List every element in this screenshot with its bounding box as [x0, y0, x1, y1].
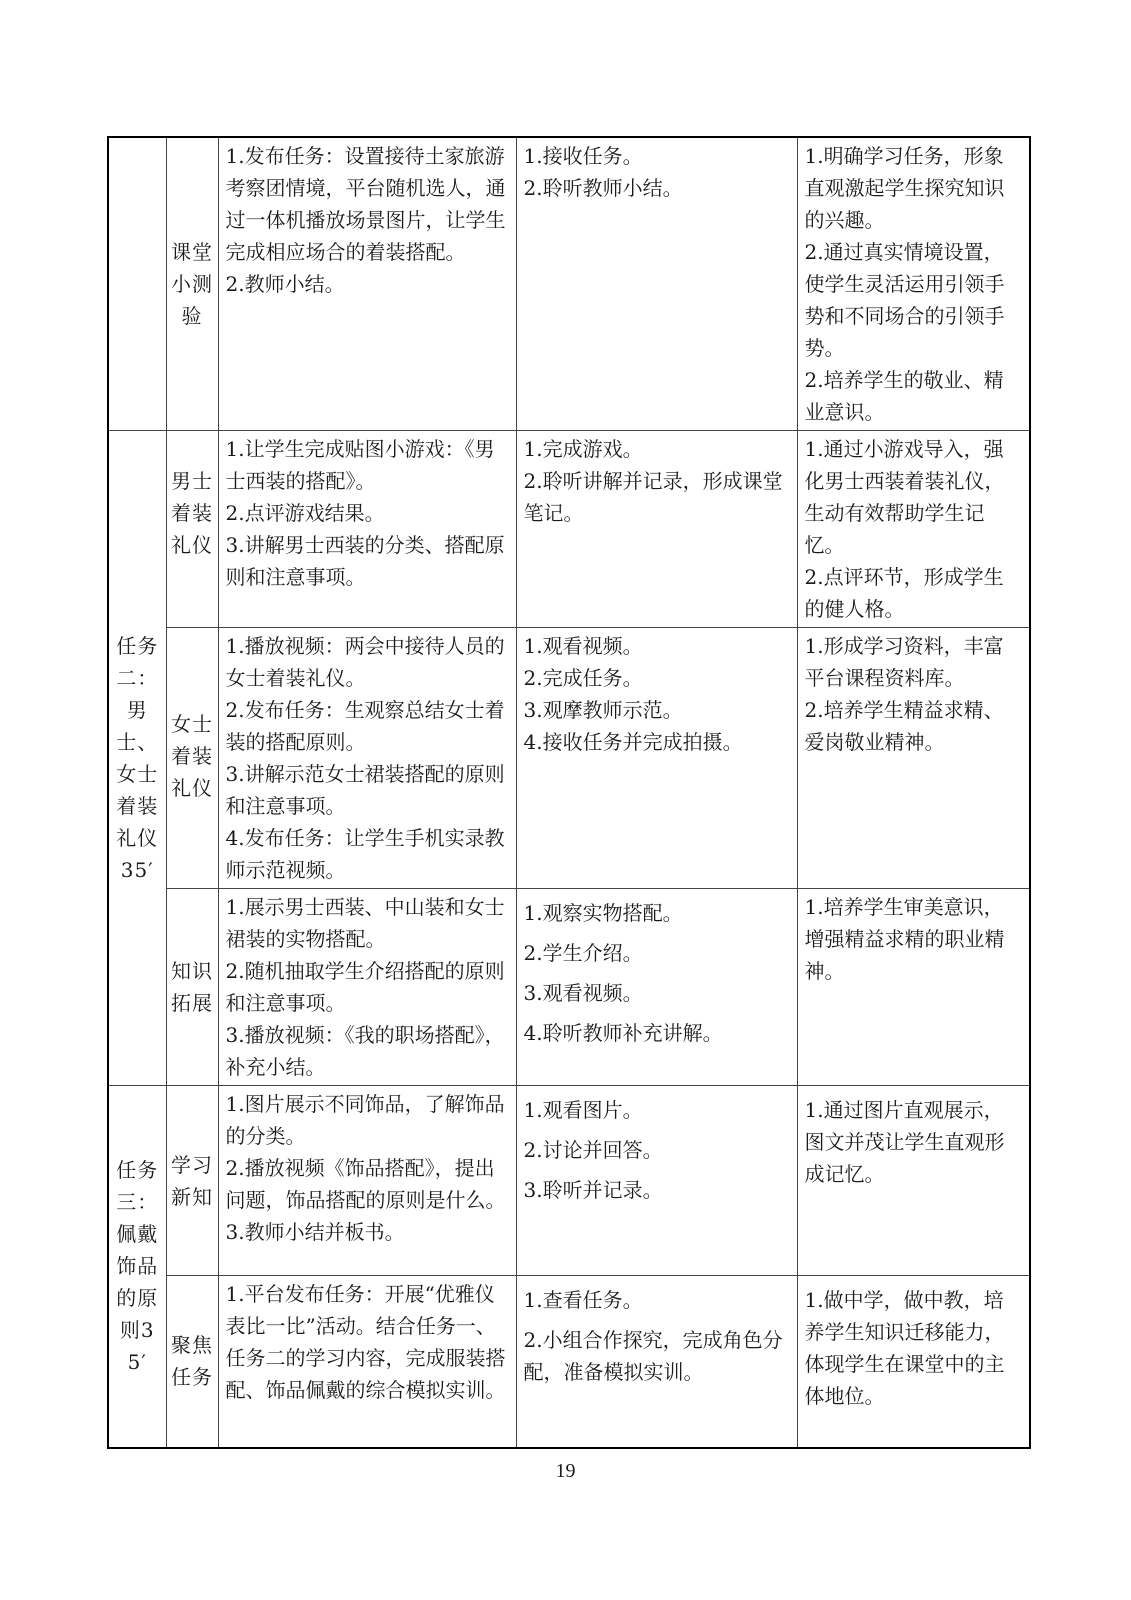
teacher-activity-cell: [218, 431, 516, 628]
student-activity-cell: [516, 1086, 797, 1276]
stage-cell: [166, 137, 218, 431]
stage-label: 学习新知: [171, 1152, 213, 1209]
student-activity-item: 1.查看任务。: [523, 1288, 643, 1312]
teacher-activity-item: 1.平台发布任务：开展“优雅仪表比一比”活动。结合任务一、任务二的学习内容，完成服装搭配、饰品佩戴的综合模拟实训。: [225, 1282, 506, 1402]
stage-label: 聚焦任务: [171, 1333, 213, 1390]
student-activity-item: 1.观看视频。: [523, 634, 643, 658]
table-row: [108, 137, 1030, 431]
design-intent-item: 1.形成学习资料，丰富平台课程资料库。: [804, 634, 1004, 690]
task-label: 任务三：佩戴饰品的原则35′: [116, 1158, 159, 1375]
table-row: [108, 889, 1030, 1086]
stage-label: 知识拓展: [171, 959, 213, 1015]
stage-cell: [166, 1276, 218, 1448]
teacher-activity-item: 1.让学生完成贴图小游戏：《男士西装的搭配》。: [225, 437, 495, 493]
student-activity-item: 4.接收任务并完成拍摄。: [523, 730, 743, 754]
teacher-activity-item: 2.点评游戏结果。: [225, 501, 385, 525]
design-intent-cell: [797, 889, 1030, 1086]
teacher-activity-item: 1.展示男士西装、中山装和女士裙装的实物搭配。: [225, 895, 505, 951]
student-activity-item: 2.小组合作探究，完成角色分配，准备模拟实训。: [523, 1328, 783, 1384]
student-activity-item: 4.聆听教师补充讲解。: [523, 1021, 723, 1045]
design-intent-item: 1.通过图片直观展示，图文并茂让学生直观形成记忆。: [804, 1098, 1005, 1186]
stage-label: 女士着装礼仪: [171, 712, 213, 800]
design-intent-item: 1.做中学，做中教，培养学生知识迁移能力，体现学生在课堂中的主体地位。: [804, 1288, 1005, 1408]
stage-cell: [166, 1086, 218, 1276]
student-activity-item: 3.观摩教师示范。: [523, 698, 683, 722]
student-activity-item: 2.学生介绍。: [523, 941, 643, 965]
design-intent-cell: [797, 137, 1030, 431]
design-intent-item: 2.通过真实情境设置，使学生灵活运用引领手势和不同场合的引领手势。: [804, 240, 1005, 360]
stage-label: 男士着装礼仪: [171, 469, 213, 557]
teacher-activity-cell: [218, 1086, 516, 1276]
student-activity-item: 2.讨论并回答。: [523, 1138, 663, 1162]
stage-cell: [166, 889, 218, 1086]
teacher-activity-cell: [218, 137, 516, 431]
teacher-activity-item: 2.发布任务：生观察总结女士着装的搭配原则。: [225, 698, 505, 754]
student-activity-item: 2.聆听教师小结。: [523, 176, 683, 200]
teacher-activity-cell: [218, 889, 516, 1086]
table-row: [108, 1086, 1030, 1276]
teacher-activity-item: 1.播放视频：两会中接待人员的女士着装礼仪。: [225, 634, 505, 690]
table-row: [108, 628, 1030, 889]
design-intent-item: 1.通过小游戏导入，强化男士西装着装礼仪，生动有效帮助学生记忆。: [804, 437, 1005, 557]
student-activity-item: 1.接收任务。: [523, 144, 643, 168]
teacher-activity-item: 3.讲解男士西装的分类、搭配原则和注意事项。: [225, 533, 505, 589]
student-activity-item: 2.完成任务。: [523, 666, 643, 690]
student-activity-item: 3.观看视频。: [523, 981, 643, 1005]
student-activity-item: 1.观察实物搭配。: [523, 901, 683, 925]
teacher-activity-item: 2.教师小结。: [225, 272, 345, 296]
table-row: [108, 431, 1030, 628]
student-activity-cell: [516, 889, 797, 1086]
teacher-activity-item: 1.图片展示不同饰品，了解饰品的分类。: [225, 1092, 505, 1148]
design-intent-item: 1.培养学生审美意识，增强精益求精的职业精神。: [804, 895, 1005, 983]
student-activity-cell: [516, 431, 797, 628]
stage-label: 课堂小测验: [171, 240, 213, 328]
design-intent-item: 2.点评环节，形成学生的健人格。: [804, 565, 1004, 621]
teacher-activity-cell: [218, 1276, 516, 1448]
student-activity-cell: [516, 1276, 797, 1448]
stage-cell: [166, 628, 218, 889]
student-activity-item: 2.聆听讲解并记录，形成课堂笔记。: [523, 469, 783, 525]
task-cell: [108, 137, 166, 431]
student-activity-cell: [516, 628, 797, 889]
task-label: 任务二：男士、女士着装礼仪35′: [116, 634, 159, 882]
teacher-activity-item: 3.播放视频：《我的职场搭配》，补充小结。: [225, 1023, 505, 1079]
task-cell: [108, 1086, 166, 1448]
teacher-activity-item: 2.播放视频《饰品搭配》，提出问题，饰品搭配的原则是什么。: [225, 1156, 506, 1212]
table-row: [108, 1276, 1030, 1448]
design-intent-cell: [797, 628, 1030, 889]
student-activity-item: 3.聆听并记录。: [523, 1178, 663, 1202]
design-intent-cell: [797, 431, 1030, 628]
design-intent-item: 1.明确学习任务，形象直观激起学生探究知识的兴趣。: [804, 144, 1005, 232]
teacher-activity-cell: [218, 628, 516, 889]
design-intent-item: 2.培养学生精益求精、爱岗敬业精神。: [804, 698, 1004, 754]
student-activity-item: 1.观看图片。: [523, 1098, 643, 1122]
student-activity-item: 1.完成游戏。: [523, 437, 643, 461]
teacher-activity-item: 1.发布任务：设置接待土家旅游考察团情境，平台随机选人，通过一体机播放场景图片，让学生完成相应场合的着装搭配。: [225, 144, 506, 264]
teacher-activity-item: 3.讲解示范女士裙装搭配的原则和注意事项。: [225, 762, 505, 818]
design-intent-cell: [797, 1086, 1030, 1276]
teacher-activity-item: 3.教师小结并板书。: [225, 1220, 405, 1244]
design-intent-cell: [797, 1276, 1030, 1448]
lesson-plan-table: [107, 136, 1031, 1449]
teacher-activity-item: 2.随机抽取学生介绍搭配的原则和注意事项。: [225, 959, 505, 1015]
design-intent-item: 2.培养学生的敬业、精业意识。: [804, 368, 1004, 424]
teacher-activity-item: 4.发布任务：让学生手机实录教师示范视频。: [225, 826, 505, 882]
stage-cell: [166, 431, 218, 628]
task-cell: [108, 431, 166, 1086]
student-activity-cell: [516, 137, 797, 431]
page-number: 19: [555, 1460, 576, 1482]
